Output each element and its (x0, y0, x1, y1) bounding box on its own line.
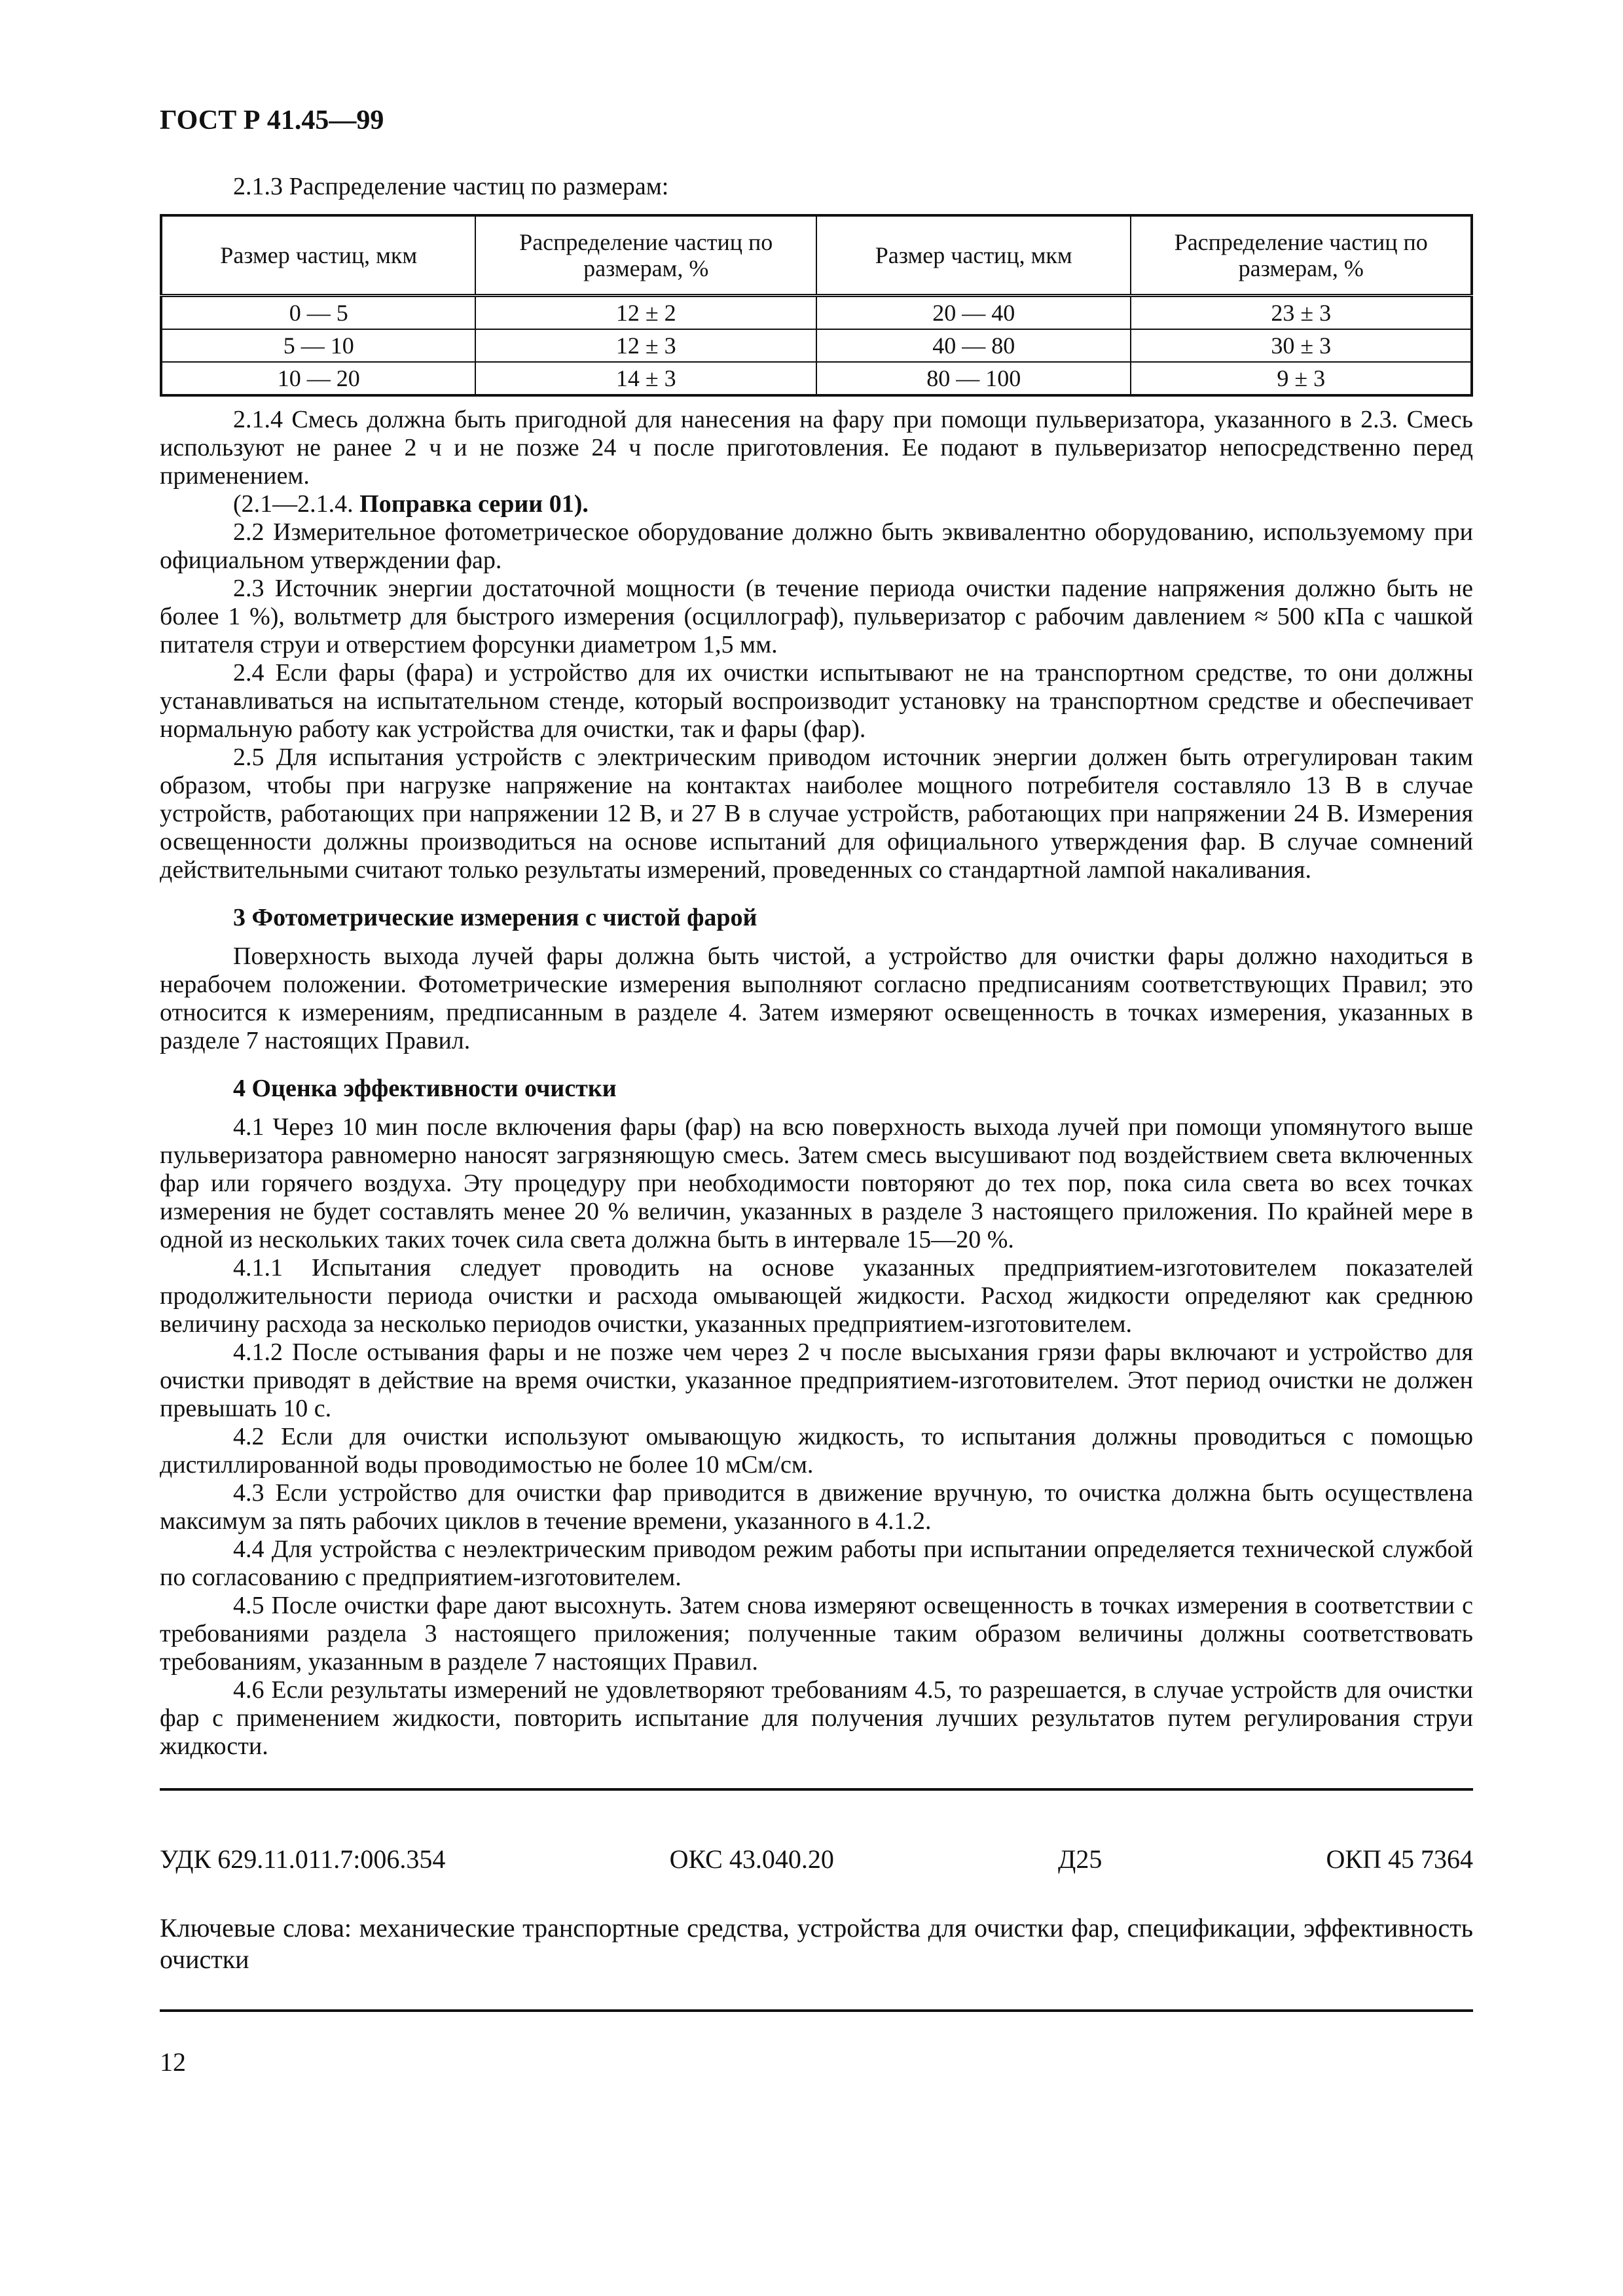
table-cell: 80 — 100 (816, 362, 1131, 395)
keywords: Ключевые слова: механические транспортные средства, устройства для очистки фар, спецификации, эффективность очистки (160, 1913, 1473, 1974)
table-cell: 23 ± 3 (1131, 296, 1472, 330)
clause-4-3: 4.3 Если устройство для очистки фар приводится в движение вручную, то очистка должна быть осуществлена максимум за пять рабочих циклов в течение времени, указанного в 4.1.2. (160, 1479, 1473, 1535)
classification-codes (160, 1844, 1473, 1874)
clause-2-3: 2.3 Источник энергии достаточной мощности (в течение периода очистки падение напряжения должно быть не более 1 %), вольтметр для быстрого измерения (осциллограф), пульверизатор с рабочим давлением ≈ 500 кПа с чашкой питателя струи и отверстием форсунки диаметром 1,5 мм. (160, 575, 1473, 658)
table-header-cell: Распределение частиц по размерам, % (1131, 215, 1472, 296)
clause-2-1-4: 2.1.4 Смесь должна быть пригодной для нанесения на фару при помощи пульверизатора, указанного в 2.3. Смесь используют не ранее 2 ч и не позже 24 ч после приготовления. Ее подают в пульверизатор непосредственно перед применением. (160, 406, 1473, 490)
clause-2-4: 2.4 Если фары (фара) и устройство для их очистки испытывают не на транспортном средстве, то они должны устанавливаться на испытательном стенде, который воспроизводит установку на транспортном средстве и обеспечивает нормальную работу как устройства для очистки, так и фары (фар). (160, 659, 1473, 743)
table-row (161, 329, 1472, 362)
table-cell: 12 ± 2 (475, 296, 816, 330)
amendment-note (160, 490, 1473, 518)
clause-4-4: 4.4 Для устройства с неэлектрическим приводом режим работы при испытании определяется технической службой по согласованию с предприятием-изготовителем. (160, 1535, 1473, 1591)
table-cell: 9 ± 3 (1131, 362, 1472, 395)
table-cell: 10 — 20 (161, 362, 475, 395)
clause-2-5: 2.5 Для испытания устройств с электрическим приводом источник энергии должен быть отрегулирован таким образом, чтобы при нагрузке напряжение на контактах наиболее мощного потребителя составляло 13 В в случае устройств, работающих при напряжении 12 В, и 27 В в случае устройств, работающих при напряжении 24 В. Измерения освещенности должны производиться на основе испытаний для официального утверждения фар. В случае сомнений действительными считают только результаты измерений, проведенных со стандартной лампой накаливания. (160, 744, 1473, 884)
section-3-heading: 3 Фотометрические измерения с чистой фарой (233, 904, 757, 931)
particle-distribution-table (160, 214, 1473, 397)
table-cell: 40 — 80 (816, 329, 1131, 362)
table-row (161, 296, 1472, 330)
amendment-prefix: (2.1—2.1.4. (233, 490, 354, 518)
clause-2-2: 2.2 Измерительное фотометрическое оборудование должно быть эквивалентно оборудованию, используемому при официальном утверждении фар. (160, 518, 1473, 574)
standard-id: ГОСТ Р 41.45—99 (160, 105, 384, 135)
table-cell: 20 — 40 (816, 296, 1131, 330)
clause-2-1-3: 2.1.3 Распределение частиц по размерам: (233, 173, 669, 200)
section-3-text: Поверхность выхода лучей фары должна быть чистой, а устройство для очистки фары должно находиться в нерабочем положении. Фотометрические измерения выполняют согласно предписаниям соответствующих Правил; это относится к измерениям, предписанным в разделе 4. Затем измеряют освещенность в точках измерения, указанных в разделе 7 настоящих Правил. (160, 942, 1473, 1054)
document-page (160, 105, 1473, 1761)
clause-4-6: 4.6 Если результаты измерений не удовлетворяют требованиям 4.5, то разрешается, в случае устройств для очистки фар с применением жидкости, повторить испытание для получения лучших результатов путем регулирования струи жидкости. (160, 1676, 1473, 1760)
clause-4-2: 4.2 Если для очистки используют омывающую жидкость, то испытания должны проводиться с помощью дистиллированной воды проводимостью не более 10 мСм/см. (160, 1423, 1473, 1479)
table-header-cell: Размер частиц, мкм (816, 215, 1131, 296)
amendment-series: Поправка серии 01). (359, 490, 589, 518)
udk-code: УДК 629.11.011.7:006.354 (160, 1844, 446, 1874)
table-header-cell: Размер частиц, мкм (161, 215, 475, 296)
clause-4-1-2: 4.1.2 После остывания фары и не позже чем через 2 ч после высыхания грязи фары включают и устройство для очистки приводят в действие на время очистки, указанное предприятием-изготовителем. Этот период очистки не должен превышать 10 с. (160, 1338, 1473, 1422)
clause-4-1-1: 4.1.1 Испытания следует проводить на основе указанных предприятием-изготовителем показателей продолжительности периода очистки и расхода омывающей жидкости. Расход жидкости определяют как среднюю величину расхода за несколько периодов очистки, указанных предприятием-изготовителем. (160, 1254, 1473, 1338)
d-code: Д25 (1058, 1844, 1103, 1874)
table-cell: 0 — 5 (161, 296, 475, 330)
okp-code: ОКП 45 7364 (1326, 1844, 1473, 1874)
clause-4-5: 4.5 После очистки фаре дают высохнуть. Затем снова измеряют освещенность в точках измерения в соответствии с требованиями раздела 3 настоящего приложения; полученные таким образом величины должны соответствовать требованиям, указанным в разделе 7 настоящих Правил. (160, 1592, 1473, 1676)
page-number: 12 (160, 2047, 186, 2077)
table-row (161, 362, 1472, 395)
table-cell: 12 ± 3 (475, 329, 816, 362)
clause-4-1: 4.1 Через 10 мин после включения фары (фар) на всю поверхность выхода лучей при помощи упомянутого выше пульверизатора равномерно наносят загрязняющую смесь. Затем смесь высушивают под воздействием света включенных фар или горячего воздуха. Эту процедуру при необходимости повторяют до тех пор, пока сила света во всех точках измерения не будет составлять менее 20 % величин, указанных в разделе 3 настоящего приложения. По крайней мере в одной из нескольких таких точек сила света должна быть в интервале 15—20 %. (160, 1113, 1473, 1253)
table-cell: 14 ± 3 (475, 362, 816, 395)
table-cell: 30 ± 3 (1131, 329, 1472, 362)
table-header-cell: Распределение частиц по размерам, % (475, 215, 816, 296)
footer-top-divider (160, 1788, 1473, 1791)
section-4-heading: 4 Оценка эффективности очистки (233, 1075, 617, 1102)
footer-bottom-divider (160, 2009, 1473, 2012)
oks-code: ОКС 43.040.20 (669, 1844, 834, 1874)
table-cell: 5 — 10 (161, 329, 475, 362)
table-header-row (161, 215, 1472, 296)
